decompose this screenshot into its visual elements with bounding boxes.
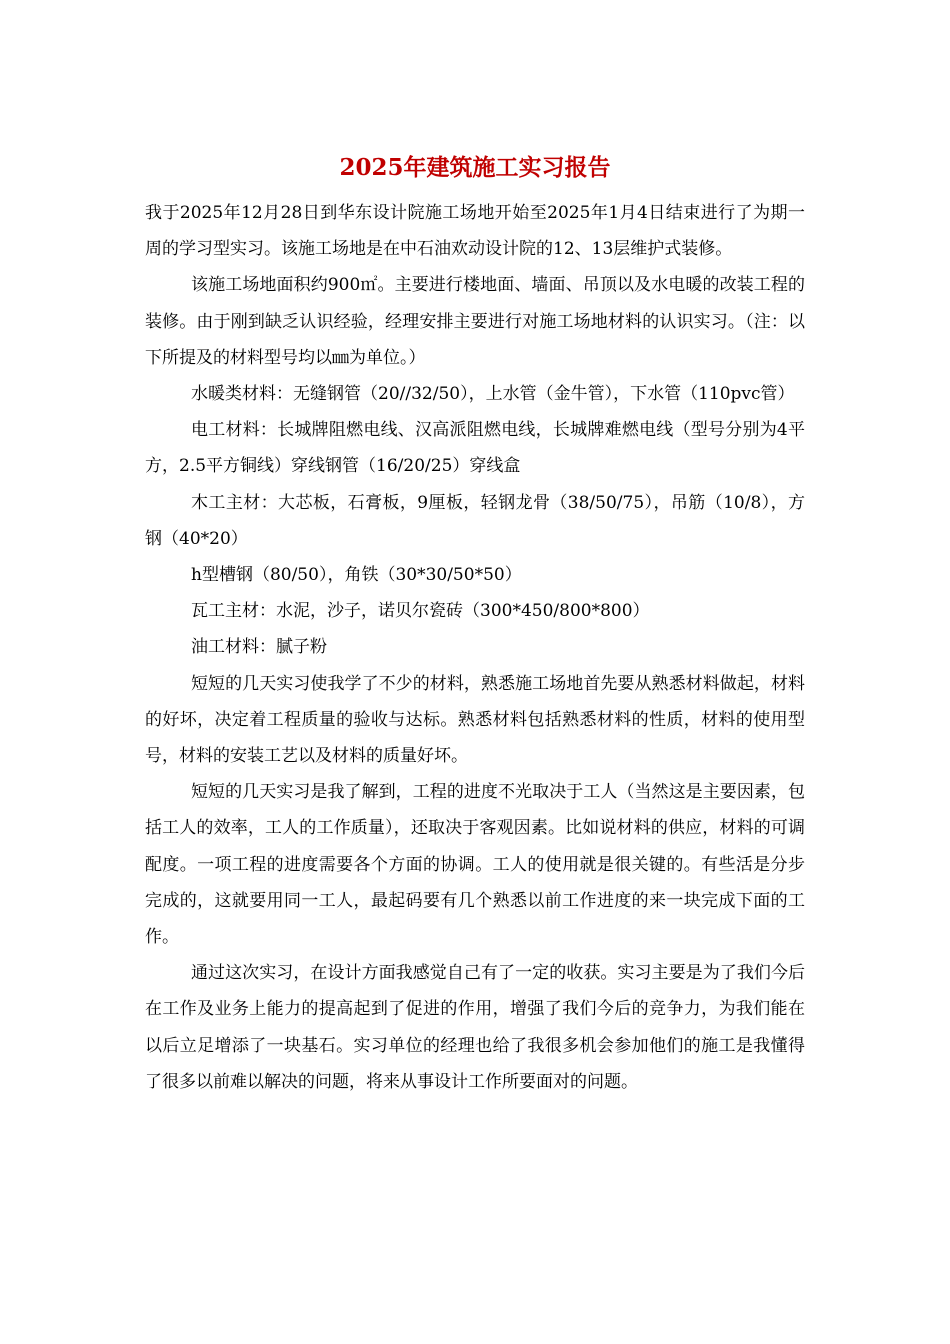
paragraph-11: 通过这次实习，在设计方面我感觉自己有了一定的收获。实习主要是为了我们今后在工作及业务上能力的提高起到了促进的作用，增强了我们今后的竞争力，为我们能在以后立足增添了一块基石。实习单位的经理也给了我很多机会参加他们的施工是我懂得了很多以前难以解决的问题，将来从事设计工作所要面对的问题。 [145, 963, 805, 1092]
paragraph-8: 油工材料：腻子粉 [191, 637, 327, 658]
document-title: 2025年建筑施工实习报告 [339, 154, 611, 181]
paragraph-6: h型槽钢（80/50），角铁（30*30/50*50） [191, 565, 522, 586]
paragraph-4: 电工材料：长城牌阻燃电线、汉高派阻燃电线，长城牌难燃电线（型号分别为4平方，2.5平方铜线）穿线钢管（16/20/25）穿线盒 [145, 420, 805, 477]
paragraph-2: 该施工场地面积约900㎡。主要进行楼地面、墙面、吊顶以及水电暖的改装工程的装修。由于刚到缺乏认识经验，经理安排主要进行对施工场地材料的认识实习。（注：以下所提及的材料型号均以㎜为单位。） [145, 275, 805, 368]
paragraph-9: 短短的几天实习使我学了不少的材料，熟悉施工场地首先要从熟悉材料做起，材料的好坏，决定着工程质量的验收与达标。熟悉材料包括熟悉材料的性质，材料的使用型号，材料的安装工艺以及材料的质量好坏。 [145, 673, 805, 767]
paragraph-7: 瓦工主材：水泥，沙子，诺贝尔瓷砖（300*450/800*800） [191, 601, 650, 622]
paragraph-10: 短短的几天实习是我了解到，工程的进度不光取决于工人（当然这是主要因素，包括工人的效率，工人的工作质量），还取决于客观因素。比如说材料的供应，材料的可调配度。一项工程的进度需要各个方面的协调。工人的使用就是很关键的。有些活是分步完成的，这就要用同一工人，最起码要有几个熟悉以前工作进度的来一块完成下面的工作。 [145, 782, 805, 948]
document-body [145, 195, 805, 1100]
paragraph-3: 水暖类材料：无缝钢管（20//32/50），上水管（金牛管），下水管（110pvc管） [191, 384, 795, 405]
paragraph-1: 我于2025年12月28日到华东设计院施工场地开始至2025年1月4日结束进行了为期一周的学习型实习。该施工场地是在中石油欢动设计院的12、13层维护式装修。 [145, 203, 805, 260]
paragraph-5: 木工主材：大芯板，石膏板，9厘板，轻钢龙骨（38/50/75），吊筋（10/8），方钢（40*20） [145, 492, 805, 549]
